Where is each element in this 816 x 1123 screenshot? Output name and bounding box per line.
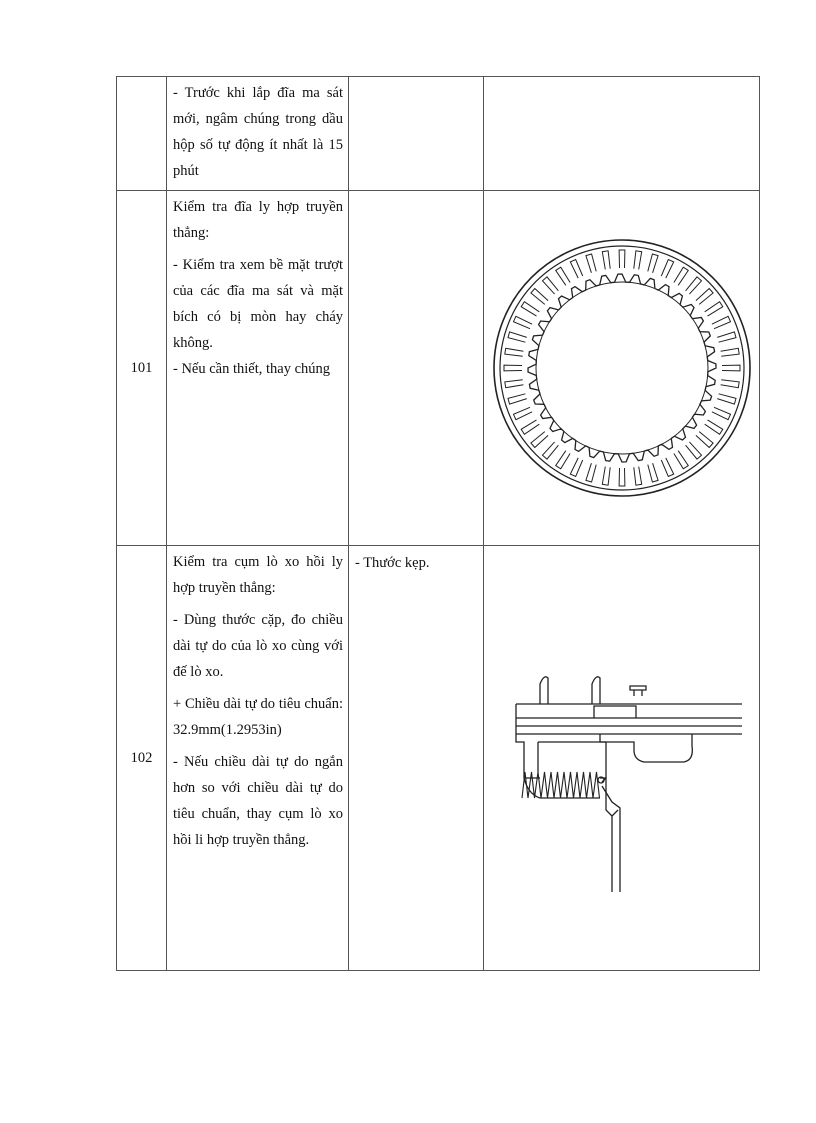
disc-slot	[531, 289, 548, 305]
step-number-cell	[117, 77, 167, 191]
disc-slot	[619, 468, 625, 486]
disc-slot	[705, 420, 723, 434]
figure-cell	[484, 546, 760, 971]
step-text: - Dùng thước cặp, đo chiều dài tự do của lò xo cùng với đế lò xo.	[173, 612, 343, 680]
disc-slot	[722, 365, 740, 371]
caliper-spring-illustration	[484, 546, 760, 970]
disc-slot	[543, 277, 559, 294]
disc-slot	[712, 316, 731, 328]
disc-slot	[504, 365, 522, 371]
disc-slot	[508, 332, 527, 342]
step-text: + Chiều dài tự do tiêu chuẩn:32.9mm(1.2953in)	[173, 696, 343, 738]
table-row	[117, 546, 760, 971]
disc-slot	[602, 251, 610, 270]
table-row	[117, 77, 760, 191]
disc-slot	[521, 302, 539, 316]
step-description-cell	[167, 77, 349, 191]
disc-slot	[721, 348, 740, 356]
procedure-table	[116, 76, 760, 971]
figure-cell	[484, 191, 760, 546]
step-description-cell	[167, 191, 349, 546]
disc-slot	[648, 463, 658, 482]
disc-slot	[648, 254, 658, 273]
disc-slot	[508, 394, 527, 404]
disc-slot	[705, 302, 723, 316]
step-heading: Kiểm tra đĩa ly hợp truyền thẳng:	[173, 199, 343, 241]
disc-slot	[586, 254, 596, 273]
disc-slot	[586, 463, 596, 482]
step-number-cell: 102	[117, 546, 167, 971]
tool-cell: - Thước kẹp.	[349, 546, 484, 971]
disc-slot	[556, 267, 570, 285]
disc-slot	[686, 442, 702, 459]
tool-cell	[349, 77, 484, 191]
disc-slot	[556, 451, 570, 469]
disc-slot	[505, 380, 524, 388]
step-text: - Trước khi lắp đĩa ma sát mới, ngâm chúng trong dầu hộp số tự động ít nhất là 15 phút	[173, 85, 343, 179]
disc-slot	[543, 442, 559, 459]
disc-slot	[570, 458, 582, 477]
disc-slot	[696, 432, 713, 448]
step-description-cell	[167, 546, 349, 971]
disc-slot	[634, 467, 642, 486]
disc-slot	[686, 277, 702, 294]
disc-slot	[674, 267, 688, 285]
disc-slot	[696, 289, 713, 305]
disc-slot	[570, 260, 582, 279]
disc-slot	[721, 380, 740, 388]
disc-slot	[661, 458, 673, 477]
disc-slot	[619, 250, 625, 268]
disc-slot	[712, 407, 731, 419]
tool-cell	[349, 191, 484, 546]
step-number-cell: 101	[117, 191, 167, 546]
disc-slot	[661, 260, 673, 279]
table-row	[117, 191, 760, 546]
step-heading: Kiểm tra cụm lò xo hồi ly hợp truyền thẳng:	[173, 554, 343, 596]
disc-slot	[521, 420, 539, 434]
disc-slot	[602, 467, 610, 486]
clutch-disc-illustration	[484, 191, 760, 545]
step-text: - Kiểm tra xem bề mặt trượt của các đĩa ma sát và mặt bích có bị mòn hay cháy không.	[173, 257, 343, 351]
step-text: - Nếu cần thiết, thay chúng	[173, 361, 331, 377]
disc-slot	[531, 432, 548, 448]
disc-slot	[514, 407, 533, 419]
step-text: - Nếu chiều dài tự do ngắn hơn so với chiều dài tự do tiêu chuẩn, thay cụm lò xo hồi li hợp truyền thẳng.	[173, 754, 343, 848]
disc-slot	[717, 394, 736, 404]
disc-slot	[514, 316, 533, 328]
disc-slot	[674, 451, 688, 469]
disc-slot	[505, 348, 524, 356]
figure-cell	[484, 77, 760, 191]
disc-slot	[634, 251, 642, 270]
disc-slot	[717, 332, 736, 342]
